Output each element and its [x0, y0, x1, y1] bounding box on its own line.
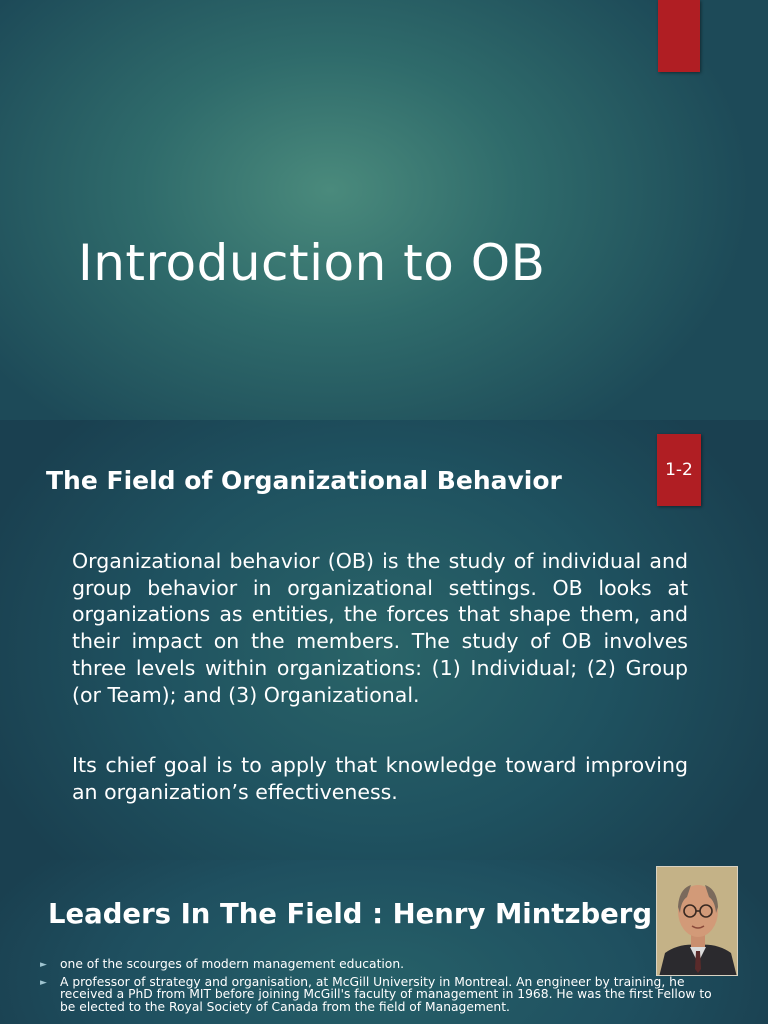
- leaders-title: Leaders In The Field : Henry Mintzberg: [48, 898, 653, 930]
- bullet-text: A professor of strategy and organisation, at McGill University in Montreal. An engineer by training, he received a PhD from MIT before joining McGill's faculty of management in 1968. He was the first Fellow to be elected to the Royal Society of Canada from the field of Management.: [60, 974, 712, 1014]
- triangle-right-icon: ►: [40, 960, 47, 970]
- body-paragraph-goal: Its chief goal is to apply that knowledge toward improving an organization’s effectiveness.: [72, 753, 688, 804]
- triangle-right-icon: ►: [40, 977, 47, 988]
- title-slide: [0, 0, 768, 420]
- list-item: [38, 976, 728, 1014]
- slide-title: Introduction to OB: [78, 234, 546, 292]
- content-slide: [0, 420, 768, 860]
- bullet-list: [38, 958, 728, 1018]
- bullet-text: one of the scourges of modern management education.: [60, 957, 405, 971]
- section-title: The Field of Organizational Behavior: [46, 466, 562, 495]
- list-item: [38, 958, 728, 971]
- page-number-badge: 1-2: [657, 434, 701, 506]
- slide-accent-tab: [658, 0, 700, 72]
- leaders-slide: [0, 860, 768, 1024]
- body-paragraph-definition: Organizational behavior (OB) is the study of individual and group behavior in organizational settings. OB looks at organizations as entities, the forces that shape them, and their impact on the members. The study of OB involves three levels within organizations: (1) Individual; (2) Group (or Team); and (3) Organizational.: [72, 549, 688, 707]
